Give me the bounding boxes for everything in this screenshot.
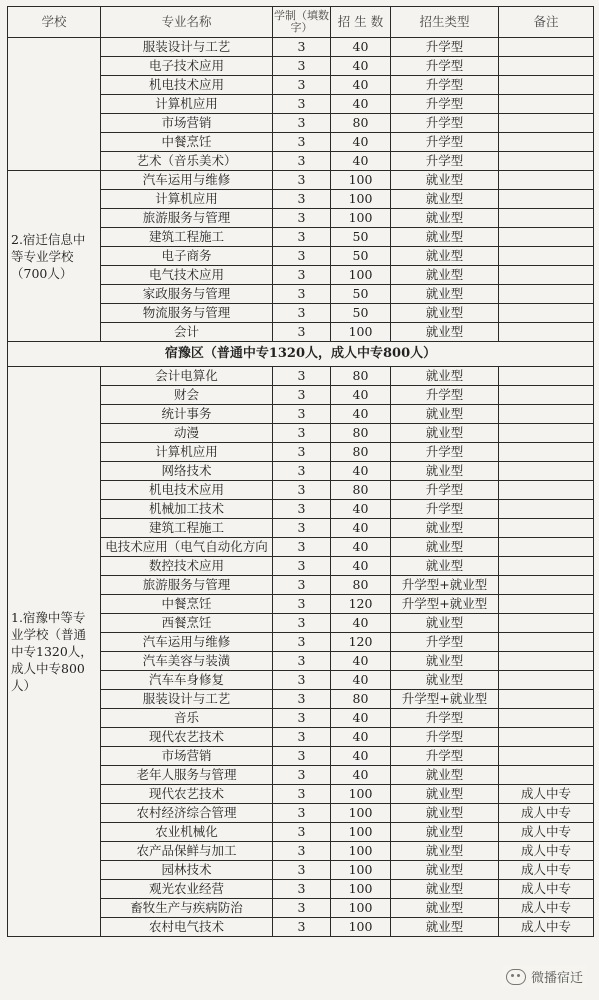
note-cell: 成人中专 bbox=[499, 823, 594, 842]
type-cell: 升学型 bbox=[391, 95, 499, 114]
header-enrollment: 招 生 数 bbox=[331, 7, 391, 38]
major-cell: 数控技术应用 bbox=[101, 557, 273, 576]
type-cell: 就业型 bbox=[391, 766, 499, 785]
duration-cell: 3 bbox=[273, 899, 331, 918]
type-cell: 就业型 bbox=[391, 804, 499, 823]
major-cell: 汽车车身修复 bbox=[101, 671, 273, 690]
note-cell bbox=[499, 247, 594, 266]
type-cell: 就业型 bbox=[391, 405, 499, 424]
major-cell: 音乐 bbox=[101, 709, 273, 728]
duration-cell: 3 bbox=[273, 652, 331, 671]
table-row bbox=[8, 171, 594, 190]
type-cell: 就业型 bbox=[391, 209, 499, 228]
major-cell: 电技术应用（电气自动化方向 bbox=[101, 538, 273, 557]
type-cell: 就业型 bbox=[391, 462, 499, 481]
type-cell: 就业型 bbox=[391, 171, 499, 190]
type-cell: 升学型 bbox=[391, 728, 499, 747]
major-cell: 服装设计与工艺 bbox=[101, 38, 273, 57]
enrollment-cell: 40 bbox=[331, 76, 391, 95]
note-cell: 成人中专 bbox=[499, 785, 594, 804]
duration-cell: 3 bbox=[273, 304, 331, 323]
major-cell: 汽车运用与维修 bbox=[101, 171, 273, 190]
duration-cell: 3 bbox=[273, 500, 331, 519]
header-note: 备注 bbox=[499, 7, 594, 38]
duration-cell: 3 bbox=[273, 633, 331, 652]
enrollment-cell: 40 bbox=[331, 386, 391, 405]
major-cell: 中餐烹饪 bbox=[101, 133, 273, 152]
duration-cell: 3 bbox=[273, 443, 331, 462]
enrollment-cell: 40 bbox=[331, 728, 391, 747]
major-cell: 汽车运用与维修 bbox=[101, 633, 273, 652]
note-cell: 成人中专 bbox=[499, 842, 594, 861]
note-cell bbox=[499, 481, 594, 500]
table-row bbox=[8, 367, 594, 386]
type-cell: 就业型 bbox=[391, 861, 499, 880]
note-cell bbox=[499, 500, 594, 519]
duration-cell: 3 bbox=[273, 671, 331, 690]
header-school: 学校 bbox=[8, 7, 101, 38]
note-cell: 成人中专 bbox=[499, 899, 594, 918]
major-cell: 园林技术 bbox=[101, 861, 273, 880]
note-cell bbox=[499, 95, 594, 114]
major-cell: 观光农业经营 bbox=[101, 880, 273, 899]
duration-cell: 3 bbox=[273, 842, 331, 861]
enrollment-cell: 100 bbox=[331, 209, 391, 228]
note-cell bbox=[499, 766, 594, 785]
major-cell: 建筑工程施工 bbox=[101, 228, 273, 247]
type-cell: 升学型 bbox=[391, 747, 499, 766]
duration-cell: 3 bbox=[273, 709, 331, 728]
note-cell bbox=[499, 76, 594, 95]
enrollment-cell: 80 bbox=[331, 576, 391, 595]
duration-cell: 3 bbox=[273, 57, 331, 76]
enrollment-cell: 40 bbox=[331, 671, 391, 690]
duration-cell: 3 bbox=[273, 766, 331, 785]
note-cell bbox=[499, 190, 594, 209]
enrollment-cell: 100 bbox=[331, 190, 391, 209]
major-cell: 建筑工程施工 bbox=[101, 519, 273, 538]
enrollment-cell: 40 bbox=[331, 133, 391, 152]
note-cell bbox=[499, 519, 594, 538]
major-cell: 汽车美容与装潢 bbox=[101, 652, 273, 671]
major-cell: 西餐烹饪 bbox=[101, 614, 273, 633]
duration-cell: 3 bbox=[273, 405, 331, 424]
enrollment-table bbox=[7, 6, 594, 937]
enrollment-cell: 100 bbox=[331, 842, 391, 861]
major-cell: 市场营销 bbox=[101, 114, 273, 133]
type-cell: 升学型+就业型 bbox=[391, 690, 499, 709]
duration-cell: 3 bbox=[273, 519, 331, 538]
enrollment-cell: 40 bbox=[331, 405, 391, 424]
major-cell: 市场营销 bbox=[101, 747, 273, 766]
note-cell bbox=[499, 671, 594, 690]
type-cell: 升学型 bbox=[391, 133, 499, 152]
school-cell: 2.宿迁信息中等专业学校（700人） bbox=[8, 171, 101, 342]
enrollment-cell: 40 bbox=[331, 462, 391, 481]
major-cell: 中餐烹饪 bbox=[101, 595, 273, 614]
duration-cell: 3 bbox=[273, 190, 331, 209]
major-cell: 会计电算化 bbox=[101, 367, 273, 386]
duration-cell: 3 bbox=[273, 285, 331, 304]
table-row bbox=[8, 38, 594, 57]
note-cell bbox=[499, 171, 594, 190]
major-cell: 网络技术 bbox=[101, 462, 273, 481]
major-cell: 计算机应用 bbox=[101, 95, 273, 114]
major-cell: 家政服务与管理 bbox=[101, 285, 273, 304]
major-cell: 电气技术应用 bbox=[101, 266, 273, 285]
enrollment-cell: 40 bbox=[331, 766, 391, 785]
enrollment-cell: 40 bbox=[331, 500, 391, 519]
major-cell: 服装设计与工艺 bbox=[101, 690, 273, 709]
note-cell bbox=[499, 152, 594, 171]
enrollment-cell: 40 bbox=[331, 709, 391, 728]
duration-cell: 3 bbox=[273, 114, 331, 133]
enrollment-cell: 100 bbox=[331, 823, 391, 842]
header-major: 专业名称 bbox=[101, 7, 273, 38]
type-cell: 升学型 bbox=[391, 443, 499, 462]
duration-cell: 3 bbox=[273, 424, 331, 443]
note-cell bbox=[499, 709, 594, 728]
major-cell: 旅游服务与管理 bbox=[101, 576, 273, 595]
wechat-icon bbox=[506, 969, 526, 985]
type-cell: 就业型 bbox=[391, 228, 499, 247]
duration-cell: 3 bbox=[273, 152, 331, 171]
major-cell: 旅游服务与管理 bbox=[101, 209, 273, 228]
type-cell: 就业型 bbox=[391, 424, 499, 443]
type-cell: 升学型 bbox=[391, 152, 499, 171]
major-cell: 动漫 bbox=[101, 424, 273, 443]
enrollment-cell: 80 bbox=[331, 443, 391, 462]
enrollment-cell: 40 bbox=[331, 557, 391, 576]
watermark-text: 微播宿迁 bbox=[530, 971, 583, 986]
enrollment-cell: 40 bbox=[331, 614, 391, 633]
note-cell: 成人中专 bbox=[499, 804, 594, 823]
major-cell: 现代农艺技术 bbox=[101, 728, 273, 747]
type-cell: 就业型 bbox=[391, 190, 499, 209]
section-row bbox=[8, 342, 594, 367]
duration-cell: 3 bbox=[273, 538, 331, 557]
enrollment-cell: 40 bbox=[331, 38, 391, 57]
type-cell: 就业型 bbox=[391, 918, 499, 937]
type-cell: 升学型 bbox=[391, 76, 499, 95]
duration-cell: 3 bbox=[273, 38, 331, 57]
duration-cell: 3 bbox=[273, 171, 331, 190]
note-cell bbox=[499, 228, 594, 247]
duration-cell: 3 bbox=[273, 595, 331, 614]
duration-cell: 3 bbox=[273, 785, 331, 804]
note-cell bbox=[499, 133, 594, 152]
type-cell: 就业型 bbox=[391, 823, 499, 842]
duration-cell: 3 bbox=[273, 728, 331, 747]
note-cell bbox=[499, 728, 594, 747]
duration-cell: 3 bbox=[273, 95, 331, 114]
watermark bbox=[502, 965, 587, 988]
note-cell bbox=[499, 304, 594, 323]
type-cell: 就业型 bbox=[391, 266, 499, 285]
school-cell: 1.宿豫中等专业学校（普通中专1320人，成人中专800人） bbox=[8, 367, 101, 937]
enrollment-cell: 80 bbox=[331, 114, 391, 133]
note-cell bbox=[499, 443, 594, 462]
type-cell: 升学型 bbox=[391, 38, 499, 57]
duration-cell: 3 bbox=[273, 880, 331, 899]
type-cell: 升学型 bbox=[391, 114, 499, 133]
enrollment-cell: 120 bbox=[331, 595, 391, 614]
type-cell: 就业型 bbox=[391, 899, 499, 918]
enrollment-cell: 40 bbox=[331, 652, 391, 671]
note-cell bbox=[499, 652, 594, 671]
note-cell bbox=[499, 114, 594, 133]
note-cell bbox=[499, 57, 594, 76]
enrollment-cell: 40 bbox=[331, 57, 391, 76]
type-cell: 就业型 bbox=[391, 785, 499, 804]
duration-cell: 3 bbox=[273, 690, 331, 709]
enrollment-cell: 50 bbox=[331, 228, 391, 247]
type-cell: 就业型 bbox=[391, 614, 499, 633]
type-cell: 就业型 bbox=[391, 247, 499, 266]
header-type: 招生类型 bbox=[391, 7, 499, 38]
type-cell: 升学型 bbox=[391, 709, 499, 728]
major-cell: 畜牧生产与疾病防治 bbox=[101, 899, 273, 918]
enrollment-cell: 80 bbox=[331, 690, 391, 709]
major-cell: 现代农艺技术 bbox=[101, 785, 273, 804]
note-cell: 成人中专 bbox=[499, 861, 594, 880]
major-cell: 财会 bbox=[101, 386, 273, 405]
type-cell: 就业型 bbox=[391, 519, 499, 538]
enrollment-cell: 50 bbox=[331, 304, 391, 323]
major-cell: 电子商务 bbox=[101, 247, 273, 266]
type-cell: 升学型 bbox=[391, 57, 499, 76]
type-cell: 就业型 bbox=[391, 671, 499, 690]
note-cell bbox=[499, 633, 594, 652]
duration-cell: 3 bbox=[273, 209, 331, 228]
major-cell: 老年人服务与管理 bbox=[101, 766, 273, 785]
type-cell: 升学型 bbox=[391, 500, 499, 519]
enrollment-cell: 40 bbox=[331, 152, 391, 171]
type-cell: 就业型 bbox=[391, 285, 499, 304]
duration-cell: 3 bbox=[273, 367, 331, 386]
duration-cell: 3 bbox=[273, 804, 331, 823]
duration-cell: 3 bbox=[273, 228, 331, 247]
duration-cell: 3 bbox=[273, 481, 331, 500]
type-cell: 就业型 bbox=[391, 538, 499, 557]
duration-cell: 3 bbox=[273, 576, 331, 595]
enrollment-cell: 80 bbox=[331, 424, 391, 443]
type-cell: 就业型 bbox=[391, 304, 499, 323]
note-cell bbox=[499, 747, 594, 766]
major-cell: 农业机械化 bbox=[101, 823, 273, 842]
type-cell: 就业型 bbox=[391, 652, 499, 671]
enrollment-cell: 100 bbox=[331, 918, 391, 937]
enrollment-cell: 100 bbox=[331, 171, 391, 190]
duration-cell: 3 bbox=[273, 133, 331, 152]
note-cell bbox=[499, 576, 594, 595]
major-cell: 艺术（音乐美术） bbox=[101, 152, 273, 171]
enrollment-cell: 100 bbox=[331, 861, 391, 880]
major-cell: 计算机应用 bbox=[101, 190, 273, 209]
type-cell: 就业型 bbox=[391, 367, 499, 386]
duration-cell: 3 bbox=[273, 266, 331, 285]
enrollment-cell: 120 bbox=[331, 633, 391, 652]
enrollment-cell: 80 bbox=[331, 481, 391, 500]
major-cell: 物流服务与管理 bbox=[101, 304, 273, 323]
duration-cell: 3 bbox=[273, 247, 331, 266]
type-cell: 就业型 bbox=[391, 842, 499, 861]
note-cell bbox=[499, 595, 594, 614]
note-cell bbox=[499, 690, 594, 709]
type-cell: 升学型 bbox=[391, 386, 499, 405]
duration-cell: 3 bbox=[273, 861, 331, 880]
major-cell: 农村电气技术 bbox=[101, 918, 273, 937]
note-cell bbox=[499, 557, 594, 576]
header-duration: 学制（填数字） bbox=[273, 7, 331, 38]
enrollment-cell: 100 bbox=[331, 880, 391, 899]
note-cell bbox=[499, 285, 594, 304]
duration-cell: 3 bbox=[273, 557, 331, 576]
major-cell: 电子技术应用 bbox=[101, 57, 273, 76]
enrollment-cell: 40 bbox=[331, 747, 391, 766]
note-cell bbox=[499, 386, 594, 405]
note-cell bbox=[499, 462, 594, 481]
enrollment-cell: 50 bbox=[331, 285, 391, 304]
duration-cell: 3 bbox=[273, 76, 331, 95]
enrollment-cell: 100 bbox=[331, 323, 391, 342]
major-cell: 统计事务 bbox=[101, 405, 273, 424]
enrollment-cell: 100 bbox=[331, 899, 391, 918]
note-cell: 成人中专 bbox=[499, 918, 594, 937]
type-cell: 升学型+就业型 bbox=[391, 595, 499, 614]
note-cell bbox=[499, 209, 594, 228]
major-cell: 会计 bbox=[101, 323, 273, 342]
school-cell bbox=[8, 38, 101, 171]
major-cell: 机械加工技术 bbox=[101, 500, 273, 519]
note-cell bbox=[499, 38, 594, 57]
duration-cell: 3 bbox=[273, 462, 331, 481]
enrollment-cell: 40 bbox=[331, 95, 391, 114]
enrollment-cell: 100 bbox=[331, 804, 391, 823]
note-cell bbox=[499, 614, 594, 633]
duration-cell: 3 bbox=[273, 747, 331, 766]
type-cell: 升学型+就业型 bbox=[391, 576, 499, 595]
note-cell bbox=[499, 405, 594, 424]
type-cell: 就业型 bbox=[391, 880, 499, 899]
type-cell: 升学型 bbox=[391, 633, 499, 652]
duration-cell: 3 bbox=[273, 823, 331, 842]
type-cell: 就业型 bbox=[391, 323, 499, 342]
note-cell bbox=[499, 323, 594, 342]
note-cell bbox=[499, 424, 594, 443]
major-cell: 农产品保鲜与加工 bbox=[101, 842, 273, 861]
enrollment-cell: 40 bbox=[331, 519, 391, 538]
note-cell bbox=[499, 367, 594, 386]
note-cell: 成人中专 bbox=[499, 880, 594, 899]
major-cell: 农村经济综合管理 bbox=[101, 804, 273, 823]
type-cell: 升学型 bbox=[391, 481, 499, 500]
enrollment-cell: 40 bbox=[331, 538, 391, 557]
duration-cell: 3 bbox=[273, 386, 331, 405]
duration-cell: 3 bbox=[273, 323, 331, 342]
note-cell bbox=[499, 266, 594, 285]
enrollment-cell: 100 bbox=[331, 785, 391, 804]
duration-cell: 3 bbox=[273, 918, 331, 937]
enrollment-cell: 80 bbox=[331, 367, 391, 386]
header-row bbox=[8, 7, 594, 38]
major-cell: 机电技术应用 bbox=[101, 76, 273, 95]
major-cell: 计算机应用 bbox=[101, 443, 273, 462]
enrollment-cell: 100 bbox=[331, 266, 391, 285]
major-cell: 机电技术应用 bbox=[101, 481, 273, 500]
note-cell bbox=[499, 538, 594, 557]
section-title: 宿豫区（普通中专1320人，成人中专800人） bbox=[8, 342, 594, 367]
type-cell: 就业型 bbox=[391, 557, 499, 576]
enrollment-cell: 50 bbox=[331, 247, 391, 266]
duration-cell: 3 bbox=[273, 614, 331, 633]
